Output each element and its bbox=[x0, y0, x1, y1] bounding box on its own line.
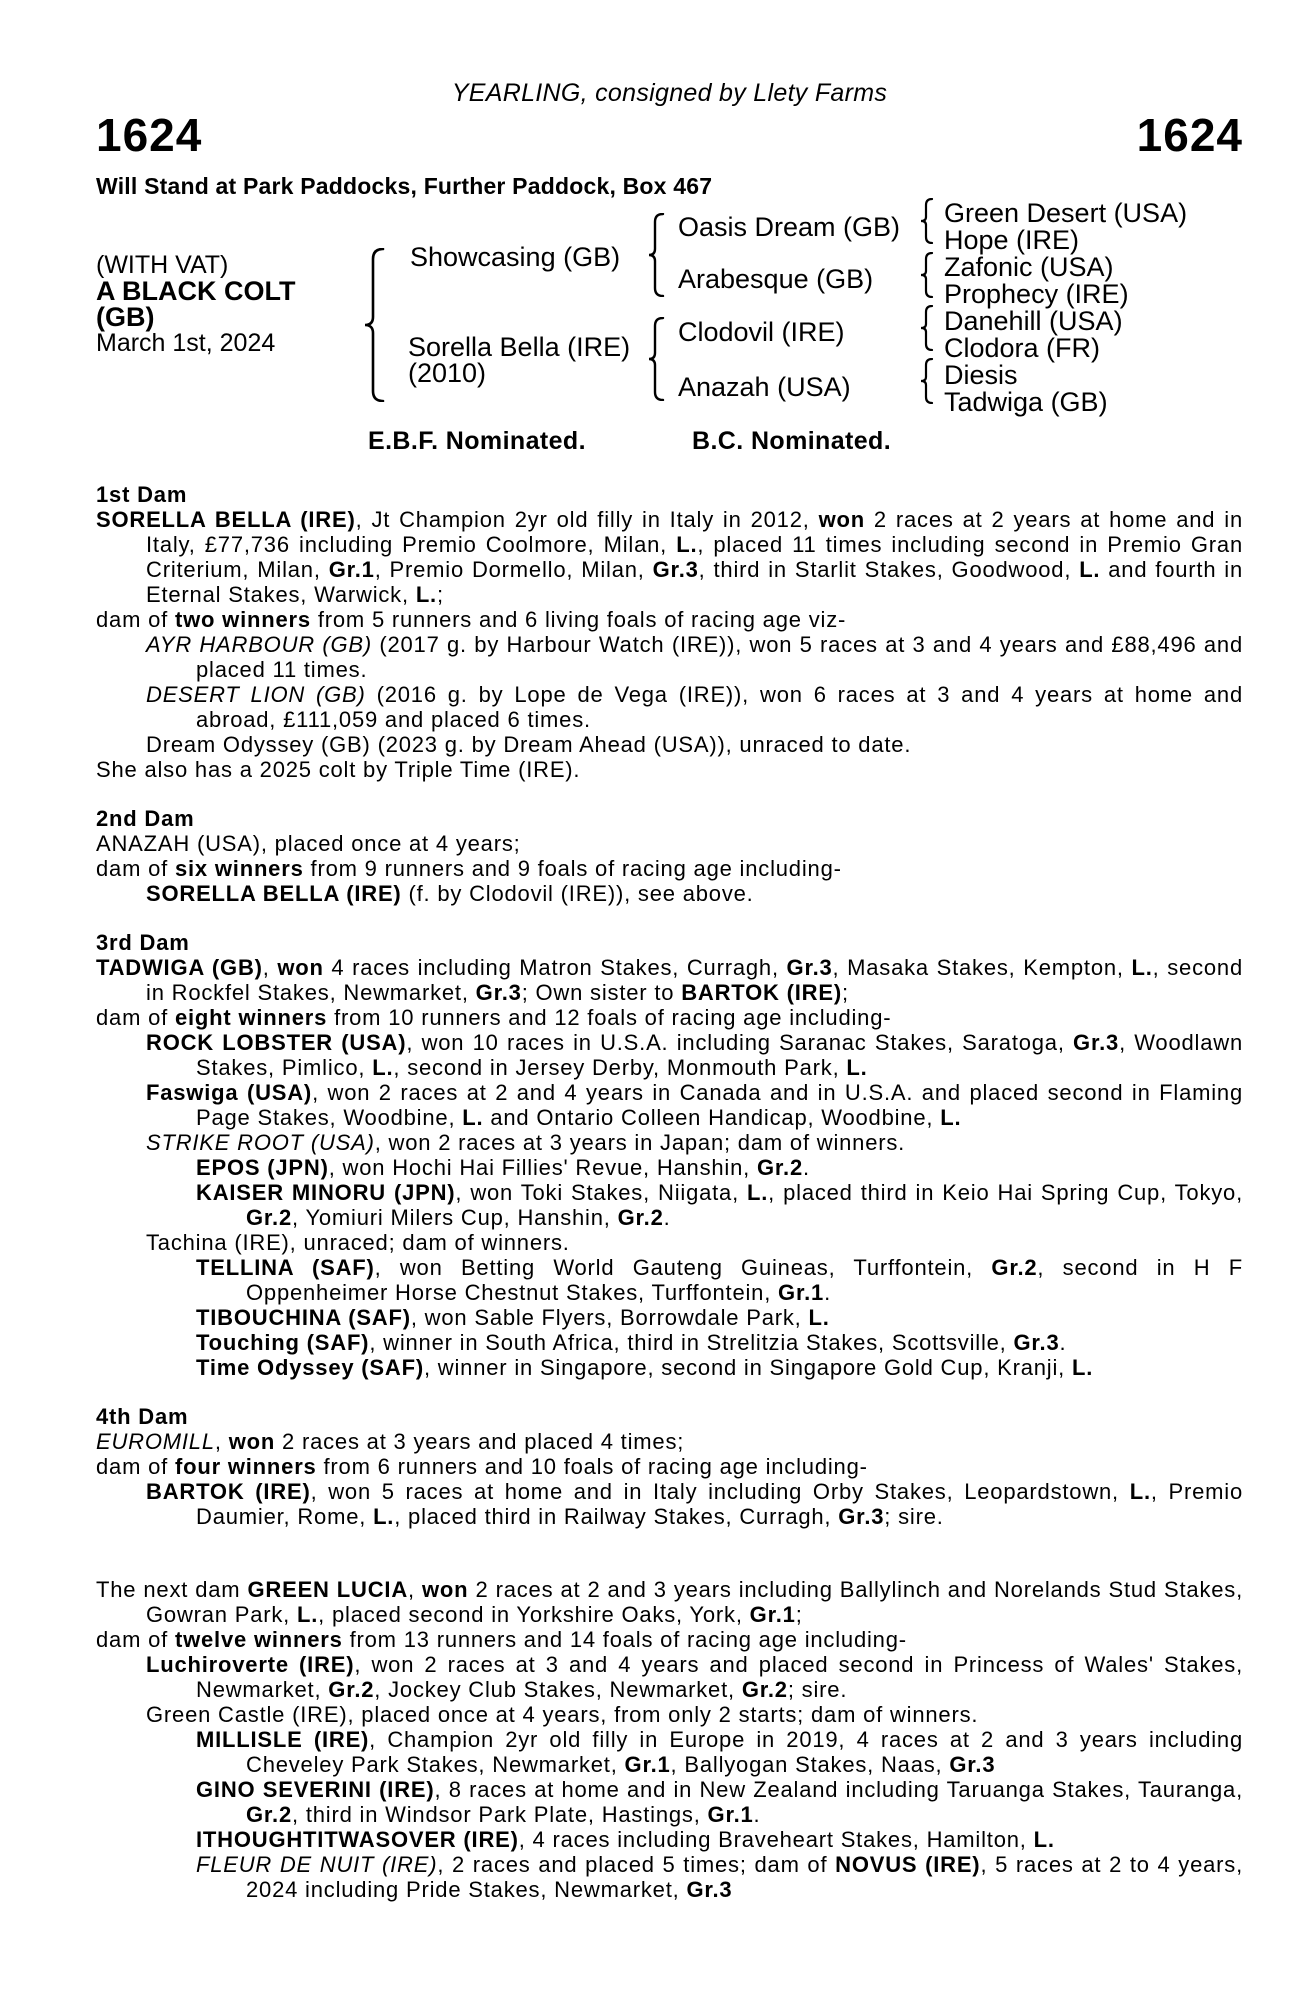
catalog-paragraph: Touching (SAF), winner in South Africa, third in Strelitzia Stakes, Scottsville, Gr.3. bbox=[196, 1330, 1067, 1355]
catalog-paragraph: The next dam GREEN LUCIA, won 2 races at 2 and 3 years including Ballylinch and Norelands Stud Stakes, Gowran Park, L., placed second in Yorkshire Oaks, York, Gr.1; bbox=[96, 1577, 1244, 1627]
pedigree-text-sections bbox=[96, 482, 1243, 1902]
catalog-paragraph: Dream Odyssey (GB) (2023 g. by Dream Ahead (USA)), unraced to date. bbox=[146, 732, 912, 757]
pedigree-brace bbox=[648, 317, 666, 401]
catalog-paragraph: dam of two winners from 5 runners and 6 living foals of racing age viz- bbox=[96, 607, 847, 632]
catalog-paragraph: ITHOUGHTITWASOVER (IRE), 4 races including Braveheart Stakes, Hamilton, L. bbox=[196, 1827, 1055, 1852]
catalog-paragraph: SORELLA BELLA (IRE), Jt Champion 2yr old filly in Italy in 2012, won 2 races at 2 years at home and in Italy, £77,736 including Premio Coolmore, Milan, L., placed 11 times including second in Premio Gran Criterium, Milan, Gr.1, Premio Dormello, Milan, Gr.3, third in Starlit Stakes, Goodwood, L. and fourth in Eternal Stakes, Warwick, L.; bbox=[96, 507, 1244, 607]
ancestor: Zafonic (USA) bbox=[944, 252, 1114, 282]
section-heading: 3rd Dam bbox=[96, 930, 190, 955]
ancestor: Prophecy (IRE) bbox=[944, 279, 1129, 309]
consignment-title: YEARLING, consigned by Llety Farms bbox=[451, 79, 888, 107]
subject-suffix: (GB) bbox=[96, 302, 155, 332]
catalog-paragraph: KAISER MINORU (JPN), won Toki Stakes, Niigata, L., placed third in Keio Hai Spring Cup, Tokyo, Gr.2, Yomiuri Milers Cup, Hanshin, Gr.2. bbox=[196, 1180, 1243, 1230]
catalog-paragraph: Tachina (IRE), unraced; dam of winners. bbox=[146, 1230, 570, 1255]
pedigree-brace bbox=[364, 248, 386, 402]
ancestor: Green Desert (USA) bbox=[944, 198, 1188, 228]
catalog-paragraph: AYR HARBOUR (GB) (2017 g. by Harbour Watch (IRE)), won 5 races at 3 and 4 years and £88,496 and placed 11 times. bbox=[146, 632, 1244, 682]
section-heading: 4th Dam bbox=[96, 1404, 189, 1429]
generation3-column bbox=[944, 200, 1187, 416]
pedigree-brace bbox=[920, 252, 934, 298]
catalog-paragraph: FLEUR DE NUIT (IRE), 2 races and placed 5 times; dam of NOVUS (IRE), 5 races at 2 to 4 years, 2024 including Pride Stakes, Newmarket, Gr.3 bbox=[196, 1852, 1244, 1902]
pedigree-brace bbox=[920, 358, 934, 404]
catalog-paragraph: Luchiroverte (IRE), won 2 races at 3 and 4 years and placed second in Princess of Wales' Stakes, Newmarket, Gr.2, Jockey Club Stakes, Newmarket, Gr.2; sire. bbox=[146, 1652, 1243, 1702]
dam-section bbox=[96, 482, 1243, 782]
catalog-paragraph: dam of four winners from 6 runners and 10 foals of racing age including- bbox=[96, 1454, 868, 1479]
stand-location: Will Stand at Park Paddocks, Further Paddock, Box 467 bbox=[96, 173, 713, 199]
catalog-paragraph: dam of twelve winners from 13 runners and 14 foals of racing age including- bbox=[96, 1627, 907, 1652]
catalog-paragraph: GINO SEVERINI (IRE), 8 races at home and in New Zealand including Taruanga Stakes, Tauranga, Gr.2, third in Windsor Park Plate, Hastings, Gr.1. bbox=[196, 1777, 1244, 1827]
ancestor: Diesis bbox=[944, 360, 1018, 390]
catalog-paragraph: ROCK LOBSTER (USA), won 10 races in U.S.A. including Saranac Stakes, Saratoga, Gr.3, Woodlawn Stakes, Pimlico, L., second in Jersey Derby, Monmouth Park, L. bbox=[146, 1030, 1243, 1080]
catalog-paragraph: EUROMILL, won 2 races at 3 years and placed 4 times; bbox=[96, 1429, 685, 1454]
dam-name: Sorella Bella (IRE) bbox=[408, 332, 631, 362]
dam-year: (2010) bbox=[408, 358, 487, 388]
ancestor: Danehill (USA) bbox=[944, 306, 1123, 336]
catalog-paragraph: TADWIGA (GB), won 4 races including Matron Stakes, Curragh, Gr.3, Masaka Stakes, Kempton, L., second in Rockfel Stakes, Newmarket, Gr.3; Own sister to BARTOK (IRE); bbox=[96, 955, 1243, 1005]
ancestor: Tadwiga (GB) bbox=[944, 387, 1108, 417]
pedigree-brace bbox=[920, 305, 934, 351]
catalog-paragraph: MILLISLE (IRE), Champion 2yr old filly in Europe in 2019, 4 races at 2 and 3 years including Cheveley Park Stakes, Newmarket, Gr.1, Ballyogan Stakes, Naas, Gr.3 bbox=[196, 1727, 1243, 1777]
section-heading: 2nd Dam bbox=[96, 806, 195, 831]
dam-block bbox=[408, 334, 630, 386]
bc-nomination: B.C. Nominated. bbox=[692, 427, 892, 455]
catalog-paragraph: EPOS (JPN), won Hochi Hai Fillies' Revue, Hanshin, Gr.2. bbox=[196, 1155, 810, 1180]
catalog-paragraph: DESERT LION (GB) (2016 g. by Lope de Vega (IRE)), won 6 races at 3 and 4 years at home and abroad, £111,059 and placed 6 times. bbox=[146, 682, 1243, 732]
dam-section bbox=[96, 1577, 1243, 1902]
catalog-paragraph: She also has a 2025 colt by Triple Time (IRE). bbox=[96, 757, 581, 782]
pedigree-brace bbox=[648, 213, 666, 297]
dam-section bbox=[96, 930, 1243, 1380]
lot-number-row bbox=[96, 109, 1243, 161]
catalog-paragraph: Green Castle (IRE), placed once at 4 years, from only 2 starts; dam of winners. bbox=[146, 1702, 979, 1727]
catalog-paragraph: BARTOK (IRE), won 5 races at home and in Italy including Orby Stakes, Leopardstown, L., Premio Daumier, Rome, L., placed third in Railway Stakes, Curragh, Gr.3; sire. bbox=[146, 1479, 1243, 1529]
ancestor: Hope (IRE) bbox=[944, 225, 1080, 255]
sire-name: Showcasing (GB) bbox=[410, 242, 621, 272]
ancestor: Clodora (FR) bbox=[944, 333, 1101, 363]
catalog-paragraph: TELLINA (SAF), won Betting World Gauteng Guineas, Turffontein, Gr.2, second in H F Oppenheimer Horse Chestnut Stakes, Turffontein, Gr.1. bbox=[196, 1255, 1243, 1305]
subject-block bbox=[96, 252, 295, 356]
catalog-paragraph: Faswiga (USA), won 2 races at 2 and 4 years in Canada and in U.S.A. and placed second in Flaming Page Stakes, Woodbine, L. and Ontario Colleen Handicap, Woodbine, L. bbox=[146, 1080, 1244, 1130]
ebf-nomination: E.B.F. Nominated. bbox=[368, 427, 586, 455]
catalog-paragraph: TIBOUCHINA (SAF), won Sable Flyers, Borrowdale Park, L. bbox=[196, 1305, 830, 1330]
lot-number-left: 1624 bbox=[96, 109, 203, 161]
catalog-paragraph: Time Odyssey (SAF), winner in Singapore, second in Singapore Gold Cup, Kranji, L. bbox=[196, 1355, 1094, 1380]
pedigree-table bbox=[96, 200, 1243, 472]
dam-sire: Clodovil (IRE) bbox=[678, 317, 845, 347]
pedigree-brace bbox=[920, 198, 934, 244]
dam-section bbox=[96, 1404, 1243, 1529]
catalog-paragraph: dam of eight winners from 10 runners and 12 foals of racing age including- bbox=[96, 1005, 892, 1030]
foaling-date: March 1st, 2024 bbox=[96, 329, 276, 357]
catalog-paragraph: STRIKE ROOT (USA), won 2 races at 3 years in Japan; dam of winners. bbox=[146, 1130, 906, 1155]
sire-sire: Oasis Dream (GB) bbox=[678, 212, 901, 242]
sire-dam: Arabesque (GB) bbox=[678, 264, 874, 294]
catalog-paragraph: dam of six winners from 9 runners and 9 foals of racing age including- bbox=[96, 856, 842, 881]
catalog-paragraph: ANAZAH (USA), placed once at 4 years; bbox=[96, 831, 521, 856]
catalog-paragraph: SORELLA BELLA (IRE) (f. by Clodovil (IRE)), see above. bbox=[146, 881, 754, 906]
vat-note: (WITH VAT) bbox=[96, 251, 229, 279]
dam-dam: Anazah (USA) bbox=[678, 372, 851, 402]
section-heading: 1st Dam bbox=[96, 482, 188, 507]
subject-name: A BLACK COLT bbox=[96, 276, 296, 306]
lot-number-right: 1624 bbox=[1136, 109, 1243, 161]
dam-section bbox=[96, 806, 1243, 906]
